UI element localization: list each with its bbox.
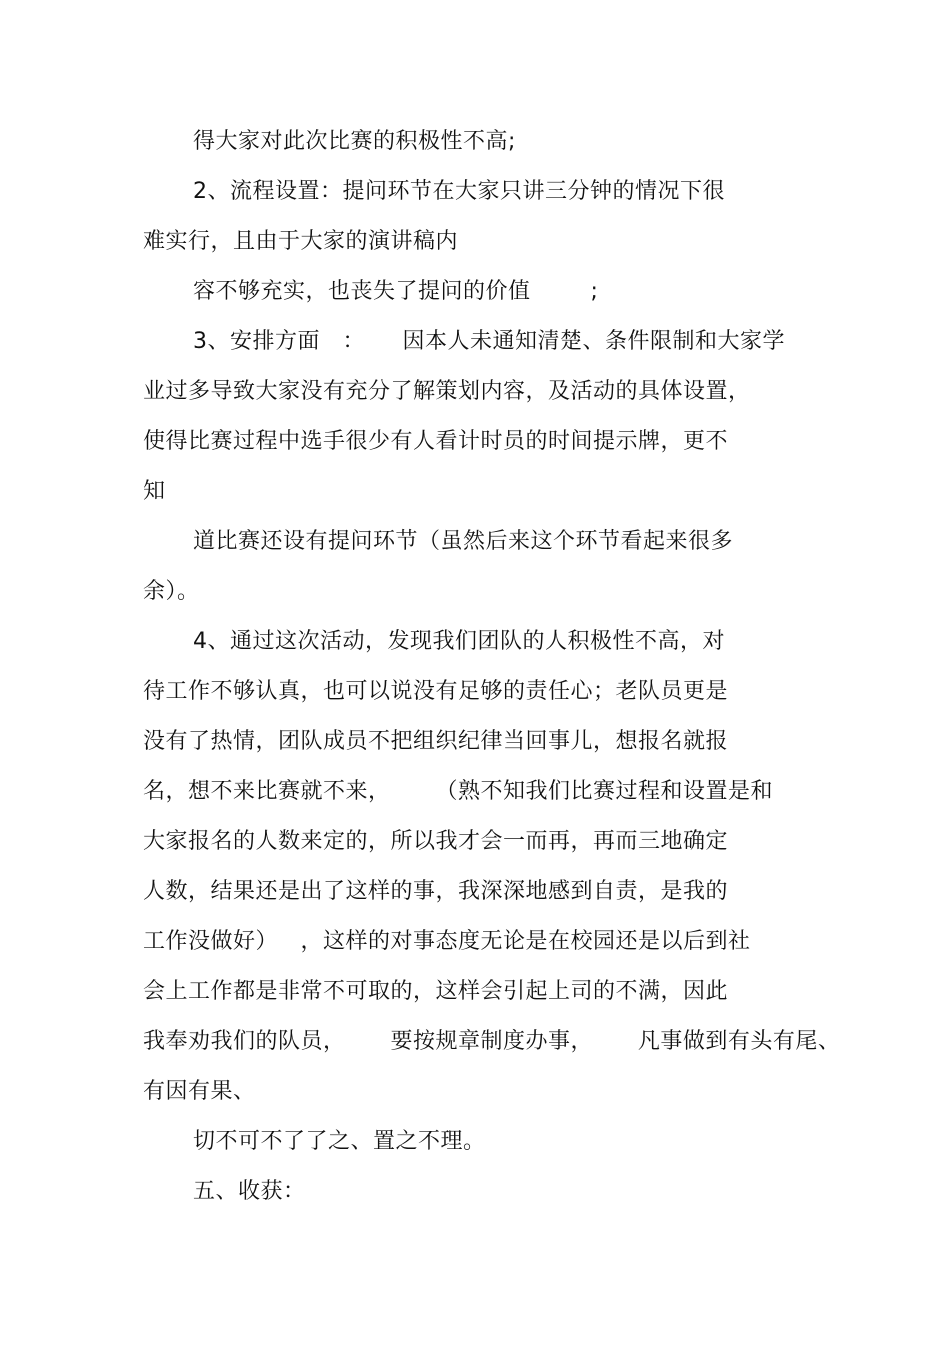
text-line: 我奉劝我们的队员， 要按规章制度办事， 凡事做到有头有尾、: [143, 1029, 841, 1054]
text-line: 容不够充实，也丧失了提问的价值 ;: [193, 279, 599, 304]
text-line: 大家报名的人数来定的，所以我才会一而再，再而三地确定: [143, 829, 729, 854]
text-line: 2、流程设置：提问环节在大家只讲三分钟的情况下很: [193, 179, 725, 204]
text-line: 使得比赛过程中选手很少有人看计时员的时间提示牌，更不: [143, 429, 729, 454]
text-line: 会上工作都是非常不可取的，这样会引起上司的不满，因此: [143, 979, 729, 1004]
text-line: 得大家对此次比赛的积极性不高;: [193, 129, 516, 154]
text-line: 知: [143, 479, 166, 504]
text-line: 没有了热情，团队成员不把组织纪律当回事儿，想报名就报: [143, 729, 729, 754]
text-line: 切不可不了了之、置之不理。: [193, 1129, 486, 1154]
text-line: 4、通过这次活动，发现我们团队的人积极性不高，对: [193, 629, 725, 654]
text-line: 道比赛还设有提问环节（虽然后来这个环节看起来很多: [193, 529, 734, 554]
text-line: 人数，结果还是出了这样的事，我深深地感到自责，是我的: [143, 879, 729, 904]
text-line: 有因有果、: [143, 1079, 256, 1104]
text-line: 余）。: [143, 579, 200, 604]
text-line: 待工作不够认真，也可以说没有足够的责任心；老队员更是: [143, 679, 729, 704]
text-line: 工作没做好） ，这样的对事态度无论是在校园还是以后到社: [143, 929, 751, 954]
text-line: 名，想不来比赛就不来， （熟不知我们比赛过程和设置是和: [143, 779, 773, 804]
section-heading: 五、收获：: [193, 1179, 306, 1204]
text-line: 3、安排方面 ： 因本人未通知清楚、条件限制和大家学: [193, 329, 785, 354]
text-line: 难实行，且由于大家的演讲稿内: [143, 229, 459, 254]
text-line: 业过多导致大家没有充分了解策划内容，及活动的具体设置，: [143, 379, 751, 404]
